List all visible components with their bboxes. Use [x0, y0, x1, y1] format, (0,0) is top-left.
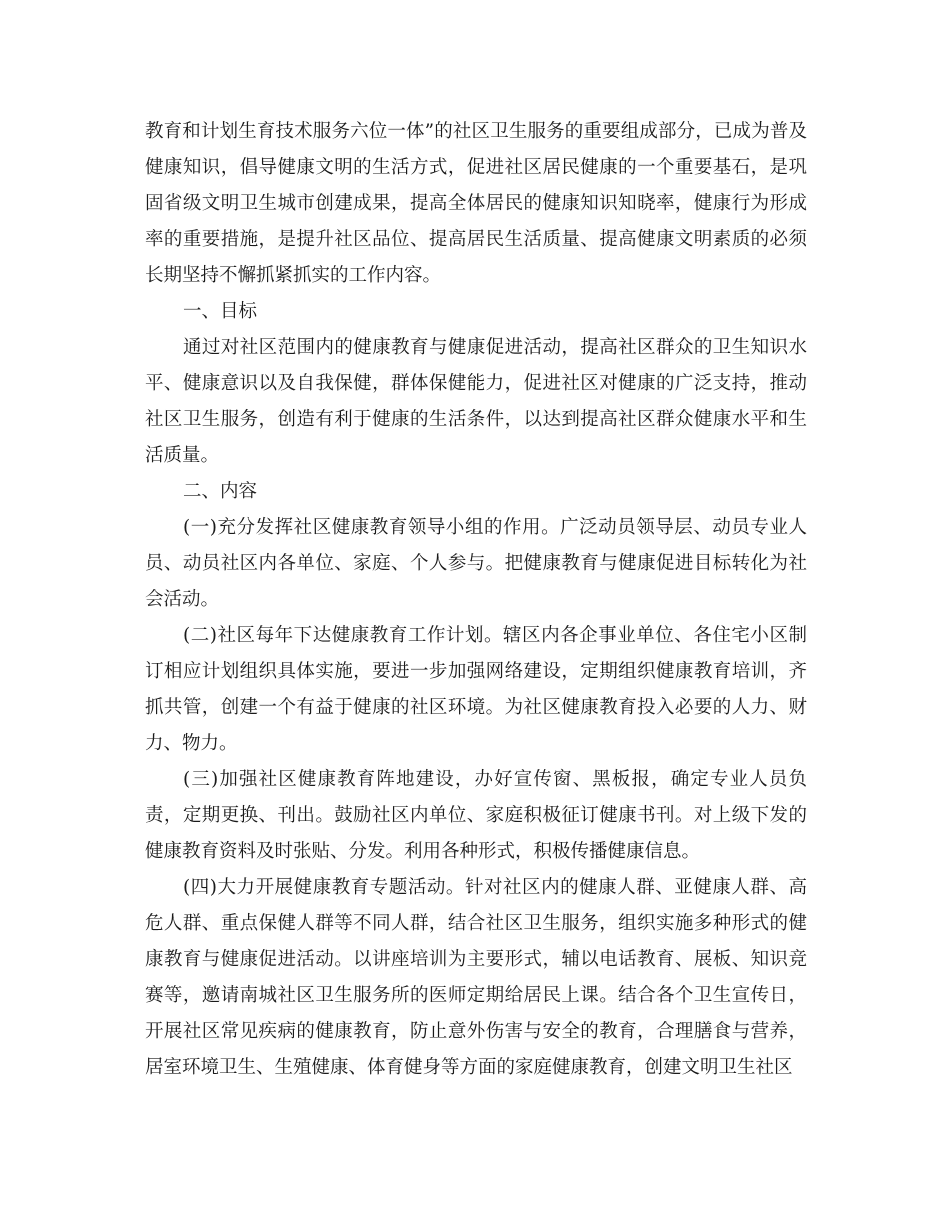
paragraph-goals: 通过对社区范围内的健康教育与健康促进活动，提高社区群众的卫生知识水平、健康意识以及自我保健，群体保健能力，促进社区对健康的广泛支持，推动社区卫生服务，创造有利于健康的生活条件，以达到提高社区群众健康水平和生活质量。 [145, 337, 807, 466]
section-heading-goals: 一、目标 [183, 301, 258, 322]
section-heading-content: 二、内容 [183, 481, 258, 502]
paragraph-item-2: (二)社区每年下达健康教育工作计划。辖区内各企事业单位、各住宅小区制订相应计划组织具体实施，要进一步加强网络建设，定期组织健康教育培训，齐抓共管，创建一个有益于健康的社区环境。为社区健康教育投入必要的人力、财力、物力。 [145, 625, 807, 754]
document-body [145, 114, 807, 1086]
paragraph-item-4: (四)大力开展健康教育专题活动。针对社区内的健康人群、亚健康人群、高危人群、重点保健人群等不同人群，结合社区卫生服务，组织实施多种形式的健康教育与健康促进活动。以讲座培训为主要形式，辅以电话教育、展板、知识竞赛等，邀请南城社区卫生服务所的医师定期给居民上课。结合各个卫生宣传日，开展社区常见疾病的健康教育，防止意外伤害与安全的教育，合理膳食与营养，居室环境卫生、生殖健康、体育健身等方面的家庭健康教育，创建文明卫生社区 [145, 877, 807, 1078]
paragraph-intro-continuation: 教育和计划生育技术服务六位一体”的社区卫生服务的重要组成部分，已成为普及健康知识，倡导健康文明的生活方式，促进社区居民健康的一个重要基石，是巩固省级文明卫生城市创建成果，提高全体居民的健康知识知晓率，健康行为形成率的重要措施，是提升社区品位、提高居民生活质量、提高健康文明素质的必须长期坚持不懈抓紧抓实的工作内容。 [145, 121, 807, 286]
paragraph-item-3: (三)加强社区健康教育阵地建设，办好宣传窗、黑板报，确定专业人员负责，定期更换、刊出。鼓励社区内单位、家庭积极征订健康书刊。对上级下发的健康教育资料及时张贴、分发。利用各种形式，积极传播健康信息。 [145, 769, 807, 862]
paragraph-item-1: (一)充分发挥社区健康教育领导小组的作用。广泛动员领导层、动员专业人员、动员社区内各单位、家庭、个人参与。把健康教育与健康促进目标转化为社会活动。 [145, 517, 807, 610]
